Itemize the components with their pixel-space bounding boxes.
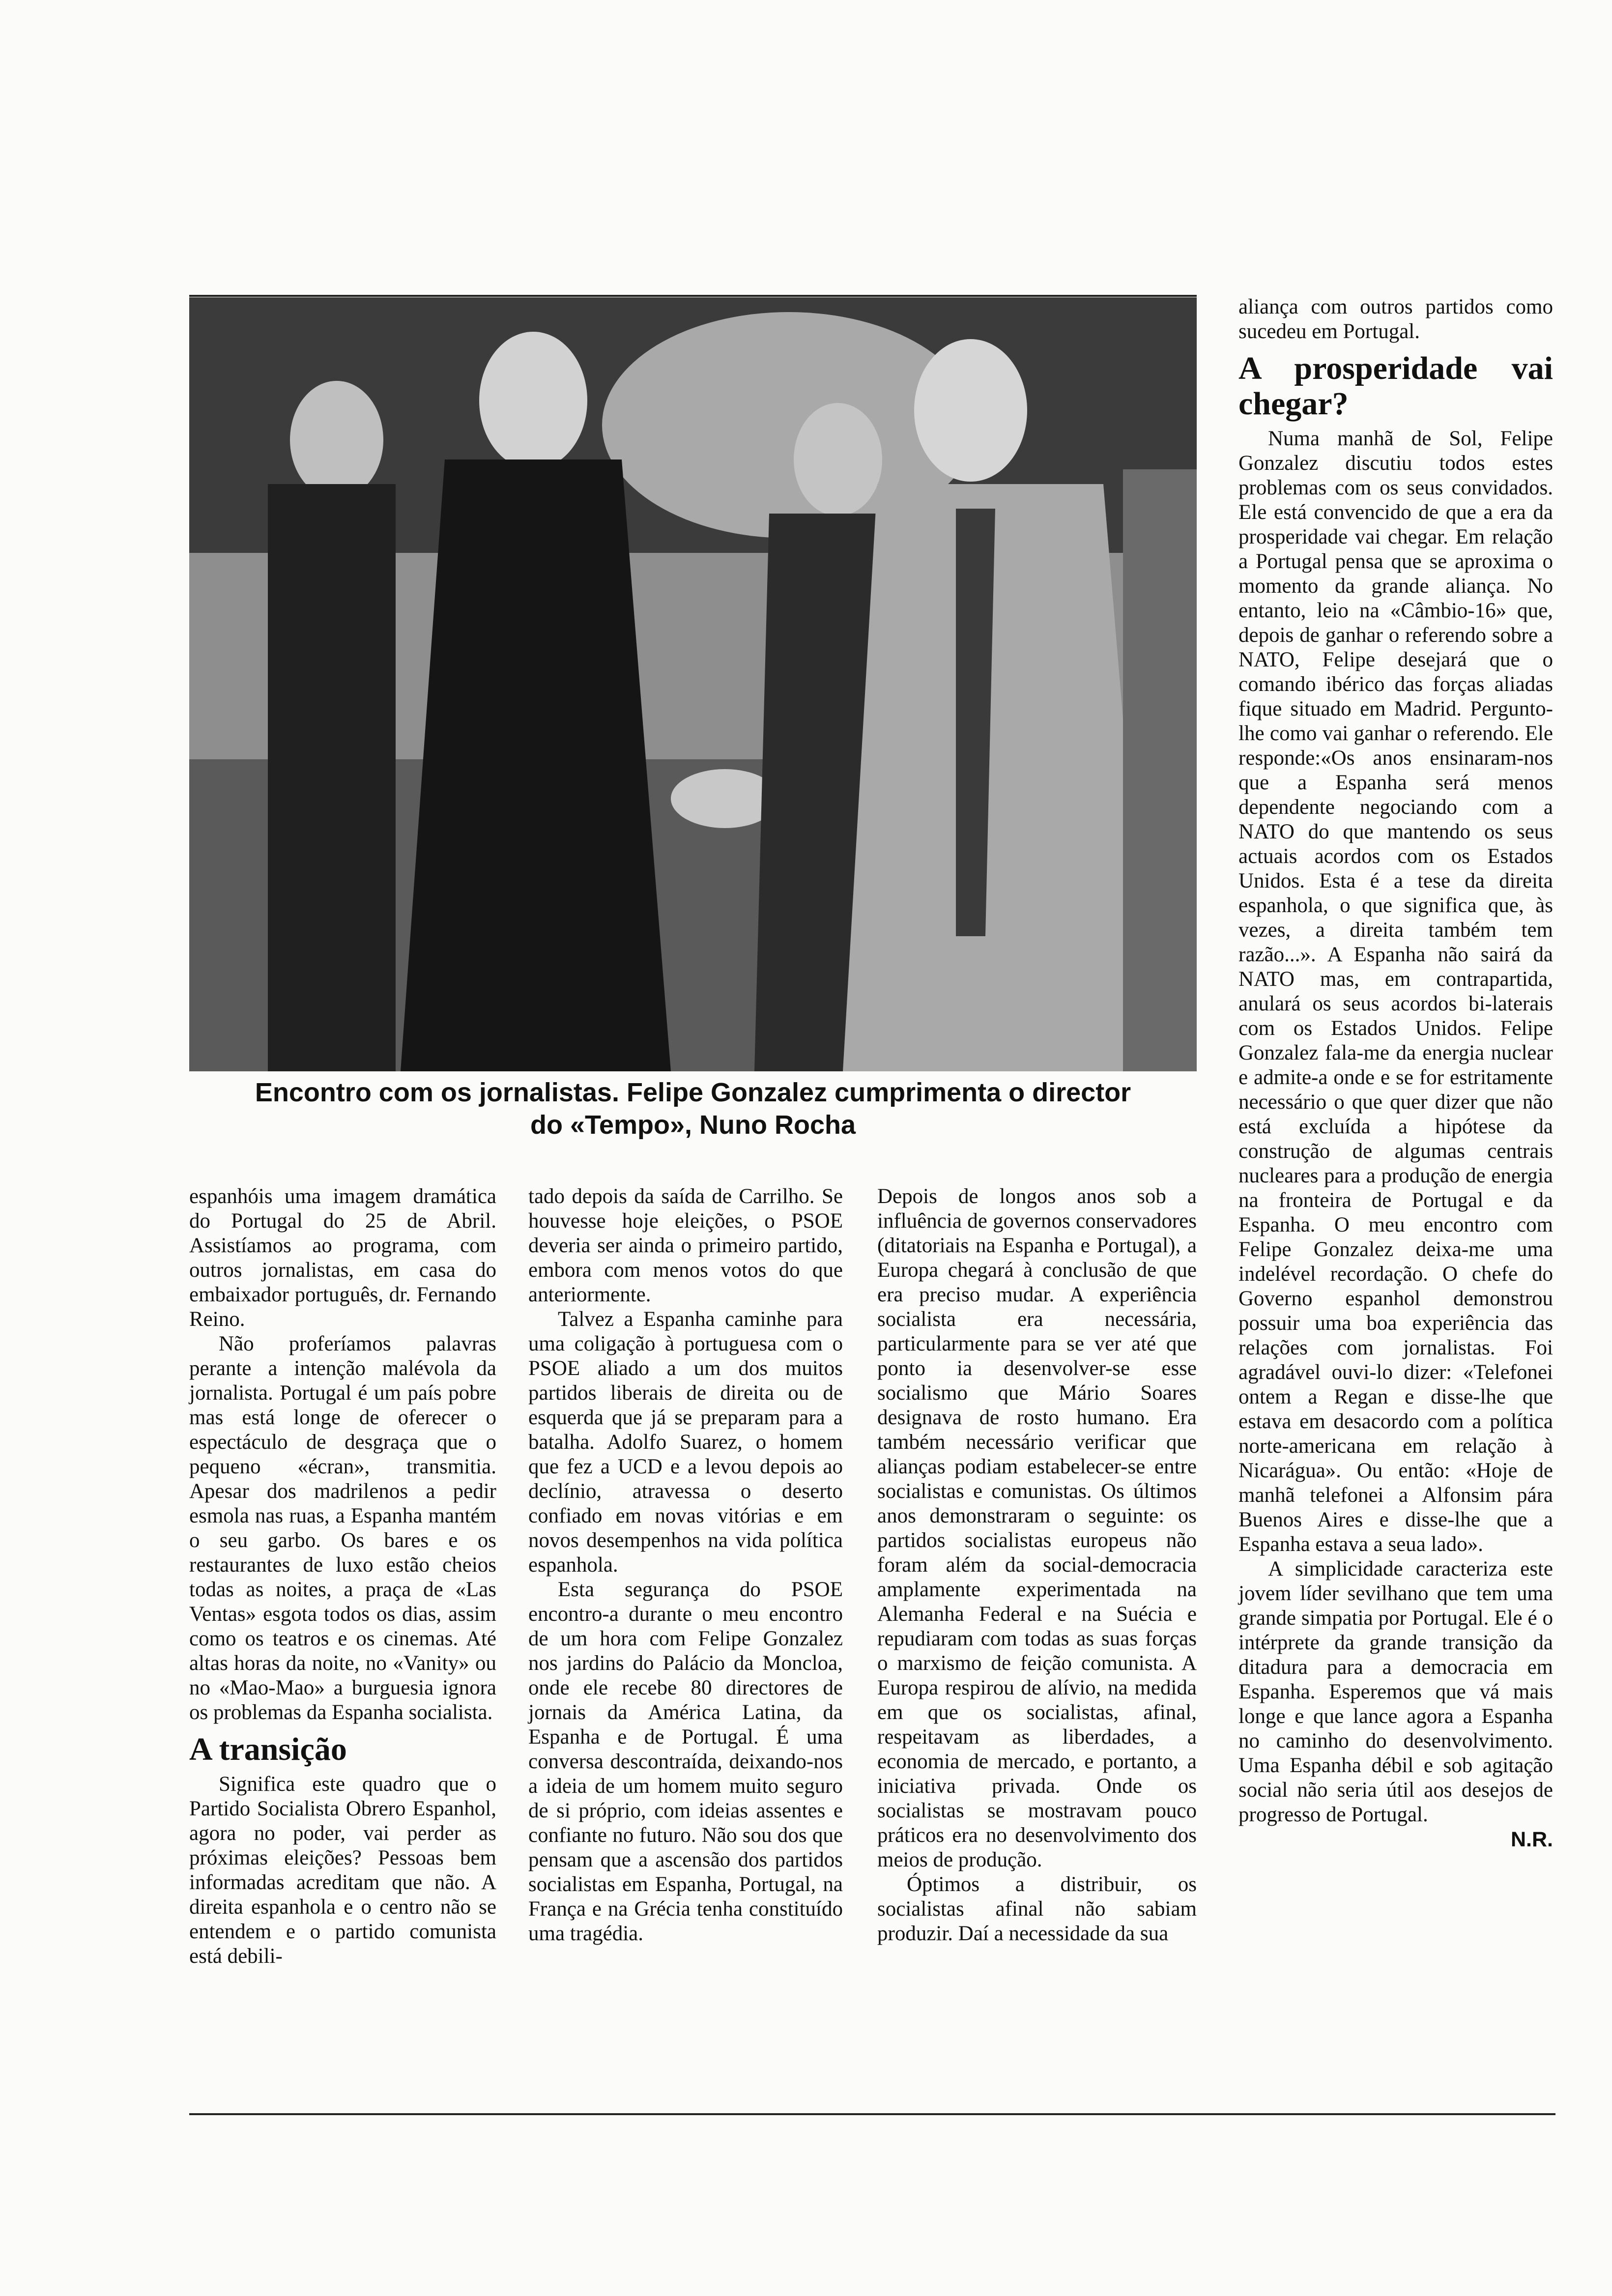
caption-line-2: do «Tempo», Nuno Rocha	[530, 1110, 856, 1140]
col4-subheading: A prosperidade vai chegar?	[1238, 350, 1553, 422]
col3-paragraph-2: Óptimos a distribuir, os socialistas afinal não sabiam produzir. Daí a necessidade da sua	[877, 1873, 1197, 1945]
col4-paragraph-3: A simplicidade caracteriza este jovem líder sevilhano que tem uma grande simpatia por Portugal. Ele é o intérprete da grande transição da ditadura para a democracia em Espanha. Esperemos que vá mais longe e que lance agora a Espanha no caminho do desenvolvimento. Uma Espanha débil e sob agitação social não seria útil aos desejos de progresso de Portugal.	[1238, 1557, 1553, 1826]
col4-paragraph-2: Numa manhã de Sol, Felipe Gonzalez discutiu todos estes problemas com os seus convidados. Ele está convencido de que a era da prosperidade vai chegar. Em relação a Portugal pensa que se aproxima o momento da grande aliança. No entanto, leio na «Câmbio-16» que, depois de ganhar o referendo sobre a NATO, Felipe desejará que o comando ibérico das forças aliadas fique situado em Madrid. Pergunto-lhe como vai ganhar o referendo. Ele responde:«Os anos ensinaram-nos que a Espanha será menos dependente negociando com a NATO do que mantendo os seus actuais acordos com os Estados Unidos. Esta é a tese da direita espanhola, o que significa que, às vezes, a direita também tem razão...». A Espanha não sairá da NATO mas, em contrapartida, anulará os seus acordos bi-laterais com os Estados Unidos. Felipe Gonzalez fala-me da energia nuclear e admite-a onde e se for estritamente necessário o que quer dizer que não está excluída a hipótese da construção de algumas centrais nucleares para a produção de energia na fronteira de Portugal e da Espanha. O meu encontro com Felipe Gonzalez deixa-me uma indelével recordação. O chefe do Governo espanhol demonstrou possuir uma boa experiência das relações com jornalistas. Foi agradável ouvi-lo dizer: «Telefonei ontem a Regan e disse-lhe que estava em desacordo com a política norte-americana em relação à Nicarágua». Ou então: «Hoje de manhã telefonei a Alfonsim pára Buenos Aires e disse-lhe que a Espanha estava a seua lado».	[1238, 427, 1553, 1556]
col2-paragraph-2: Talvez a Espanha caminhe para uma coligação à portuguesa com o PSOE aliado a um dos muitos partidos liberais de direita ou de esquerda que já se preparam para a batalha. Adolfo Suarez, o homem que fez a UCD e a levou depois ao declínio, atravessa o deserto confiado em novas vitórias e em novos desempenhos na vida política espanhola.	[528, 1308, 843, 1577]
author-signature: N.R.	[1511, 1828, 1553, 1851]
col3-paragraph-1: Depois de longos anos sob a influência de governos conservadores (ditatoriais na Espanha e Portugal), a Europa chegará à conclusão de que era preciso mudar. A experiência socialista era necessária, particularmente para se ver até que ponto ia desenvolver-se esse socialismo que Mário Soares designava de rosto humano. Era também necessário verificar que alianças podiam estabelecer-se entre socialistas e comunistas. Os últimos anos demonstraram o seguinte: os partidos socialistas europeus não foram além da social-democracia amplamente experimentada na Alemanha Federal e na Suécia e repudiaram com todas as suas forças o marxismo de feição comunista. A Europa respirou de alívio, na medida em que os socialistas, afinal, respeitavam as liberdades, a economia de mercado, e portanto, a iniciativa privada. Onde os socialistas se mostravam pouco práticos era no desenvolvimento dos meios de produção.	[877, 1185, 1197, 1871]
photo-caption	[189, 1076, 1197, 1141]
caption-line-1: Encontro com os jornalistas. Felipe Gonzalez cumprimenta o director	[255, 1078, 1131, 1107]
col1-subheading: A transição	[189, 1731, 347, 1767]
news-photo	[189, 297, 1197, 1071]
col2-paragraph-3: Esta segurança do PSOE encontro-a durante o meu encontro de um hora com Felipe Gonzalez nos jardins do Palácio da Moncloa, onde ele recebe 80 directores de jornais da América Latina, da Espanha e de Portugal. É uma conversa descontraída, deixando-nos a ideia de um homem muito seguro de si próprio, com ideias assentes e confiante no futuro. Não sou dos que pensam que a ascensão dos partidos socialistas em Espanha, Portugal, na França e na Grécia tenha constituído uma tragédia.	[528, 1578, 843, 1945]
col2-paragraph-1: tado depois da saída de Carrilho. Se houvesse hoje eleições, o PSOE deveria ser ainda o primeiro partido, embora com menos votos do que anteriormente.	[528, 1185, 843, 1306]
col4-paragraph-1: aliança com outros partidos como sucedeu em Portugal.	[1238, 295, 1553, 343]
photo-illustration	[189, 297, 1197, 1071]
column-3	[877, 1184, 1197, 1946]
top-rule	[189, 295, 1197, 297]
col1-paragraph-1: espanhóis uma imagem dramática do Portugal do 25 de Abril. Assistíamos ao programa, com outros jornalistas, em casa do embaixador português, dr. Fernando Reino.	[189, 1185, 496, 1331]
column-4	[1238, 295, 1553, 1852]
col1-paragraph-2: Não proferíamos palavras perante a intenção malévola da jornalista. Portugal é um país pobre mas está longe de oferecer o espectáculo de desgraça que o pequeno «écran», transmitia. Apesar dos madrilenos a pedir esmola nas ruas, a Espanha mantém o seu garbo. Os bares e os restaurantes de luxo estão cheios todas as noites, a praça de «Las Ventas» esgota todos os dias, assim como os teatros e os cinemas. Até altas horas da noite, no «Vanity» ou no «Mao-Mao» a burguesia ignora os problemas da Espanha socialista.	[189, 1332, 496, 1724]
bottom-rule	[189, 2113, 1555, 2115]
column-2	[528, 1184, 843, 1946]
col1-paragraph-3: Significa este quadro que o Partido Socialista Obrero Espanhol, agora no poder, vai perder as próximas eleições? Pessoas bem informadas acreditam que não. A direita espanhola e o centro não se entendem e o partido comunista está debili-	[189, 1773, 496, 1968]
column-1	[189, 1184, 496, 1969]
